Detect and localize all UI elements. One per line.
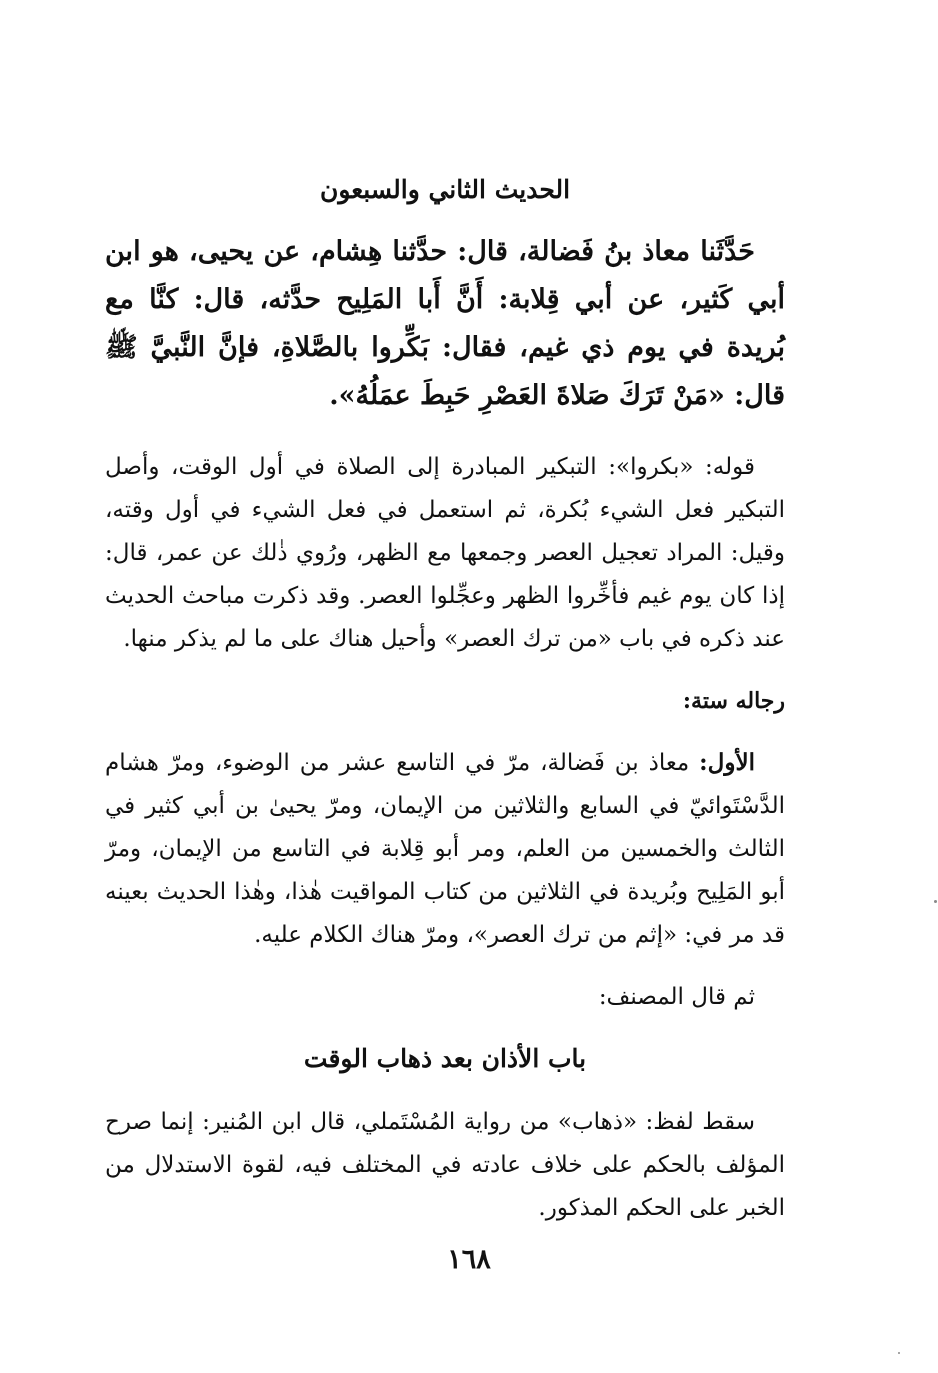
hadith-text: حَدَّثَنا معاذ بنُ فَضالة، قال: حدَّثنا هِشام، عن يحيى، هو ابن أبي كَثير، عن أبي قِلابة: أَنَّ أَبا المَلِيح حدَّثه، قال: كنَّا مع بُريدة في يوم ذي غيم، فقال: بَكِّروا بالصَّلاةِ، فإنَّ النَّبيَّ ﷺ قال: «مَنْ تَرَكَ صَلاةَ العَصْرِ حَبِطَ عمَلُهُ».: [105, 236, 785, 411]
page-number: ١٦٨: [447, 1244, 491, 1275]
author-intro: ثم قال المصنف:: [598, 984, 755, 1010]
hadith-title: الحديث الثاني والسبعون: [319, 175, 571, 204]
chapter-note: سقط لفظ: «ذهاب» من رواية المُسْتَملي، قال ابن المُنير: إنما صرح المؤلف بالحكم على خلاف عادته في المختلف فيه، لقوة الاستدلال من الخبر على الحكم المذكور.: [105, 1109, 785, 1221]
commentary-paragraph: قوله: «بكروا»: التبكير المبادرة إلى الصلاة في أول الوقت، وأصل التبكير فعل الشيء بُكرة، ثم استعمل في فعل الشيء في أول وقته، وقيل: المراد تعجيل العصر وجمعها مع الظهر، ورُوي ذٰلك عن عمر، قال: إذا كان يوم غيم فأخِّروا الظهر وعجِّلوا العصر. وقد ذكرت مباحث الحديث عند ذكره في باب «من ترك العصر» وأحيل هناك على ما لم يذكر منها.: [105, 454, 785, 652]
narrators-lead: الأول:: [699, 749, 755, 776]
narrators-paragraph: [105, 741, 785, 957]
page-body: [105, 170, 785, 1250]
narrators-text: معاذ بن فَضالة، مرّ في التاسع عشر من الوضوء، ومرّ هشام الدَّسْتَوائيّ في السابع والثلاثين من الإيمان، ومرّ يحيىٰ بن أبي كثير في الثالث والخمسين من العلم، ومر أبو قِلابة في التاسع من الإيمان، ومرّ أبو المَلِيح وبُريدة في الثلاثين من كتاب المواقيت هٰذا، وهٰذا الحديث بعينه قد مر في: «إثم من ترك العصر»، ومرّ هناك الكلام عليه.: [105, 750, 785, 948]
scan-speck: [934, 900, 937, 903]
chapter-title: باب الأذان بعد ذهاب الوقت: [303, 1044, 587, 1073]
narrators-label: رجاله ستة:: [682, 688, 785, 714]
scan-speck: [898, 1352, 900, 1354]
